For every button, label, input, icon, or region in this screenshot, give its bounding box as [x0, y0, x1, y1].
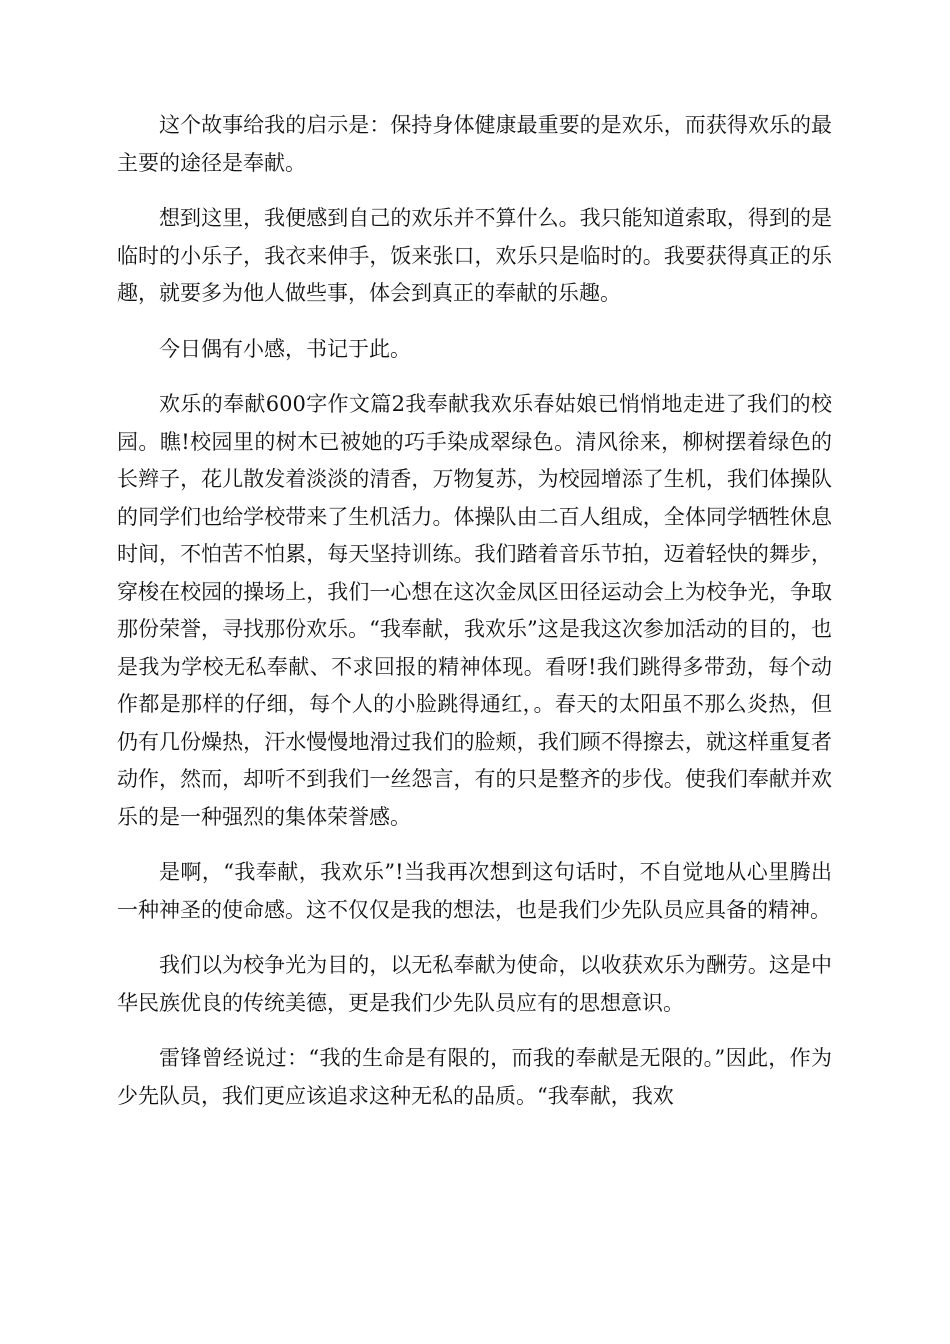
- paragraph-7: 雷锋曾经说过：“我的生命是有限的，而我的奉献是无限的。”因此，作为少先队员，我们更应该追求这种无私的品质。“我奉献，我欢: [117, 1046, 832, 1108]
- paragraph-4: 欢乐的奉献600字作文篇2我奉献我欢乐春姑娘已悄悄地走进了我们的校园。瞧!校园里的树木已被她的巧手染成翠绿色。清风徐来，柳树摆着绿色的长辫子，花儿散发着淡淡的清香，万物复苏，为校园增添了生机，我们体操队的同学们也给学校带来了生机活力。体操队由二百人组成，全体同学牺牲休息时间，不怕苦不怕累，每天坚持训练。我们踏着音乐节拍，迈着轻快的舞步，穿梭在校园的操场上，我们一心想在这次金凤区田径运动会上为校争光，争取那份荣誉，寻找那份欢乐。“我奉献，我欢乐”这是我这次参加活动的目的，也是我为学校无私奉献、不求回报的精神体现。看呀!我们跳得多带劲，每个动作都是那样的仔细，每个人的小脸跳得通红，。春天的太阳虽不那么炎热，但仍有几份燥热，汗水慢慢地滑过我们的脸颊，我们顾不得擦去，就这样重复者动作，然而，却听不到我们一丝怨言，有的只是整齐的步伐。使我们奉献并欢乐的是一种强烈的集体荣誉感。: [117, 392, 832, 829]
- paragraph-3: 今日偶有小感，书记于此。: [159, 336, 411, 361]
- document-body: [117, 107, 832, 1133]
- paragraph-2: 想到这里，我便感到自己的欢乐并不算什么。我只能知道索取，得到的是临时的小乐子，我衣来伸手，饭来张口，欢乐只是临时的。我要获得真正的乐趣，就要多为他人做些事，体会到真正的奉献的乐趣。: [117, 206, 832, 305]
- paragraph-6: 我们以为校争光为目的，以无私奉献为使命，以收获欢乐为酬劳。这是中华民族优良的传统美德，更是我们少先队员应有的思想意识。: [117, 953, 832, 1015]
- paragraph-1: 这个故事给我的启示是：保持身体健康最重要的是欢乐，而获得欢乐的最主要的途径是奉献。: [117, 113, 832, 175]
- paragraph-5: 是啊，“我奉献，我欢乐”!当我再次想到这句话时，不自觉地从心里腾出一种神圣的使命感。这不仅仅是我的想法，也是我们少先队员应具备的精神。: [117, 860, 832, 922]
